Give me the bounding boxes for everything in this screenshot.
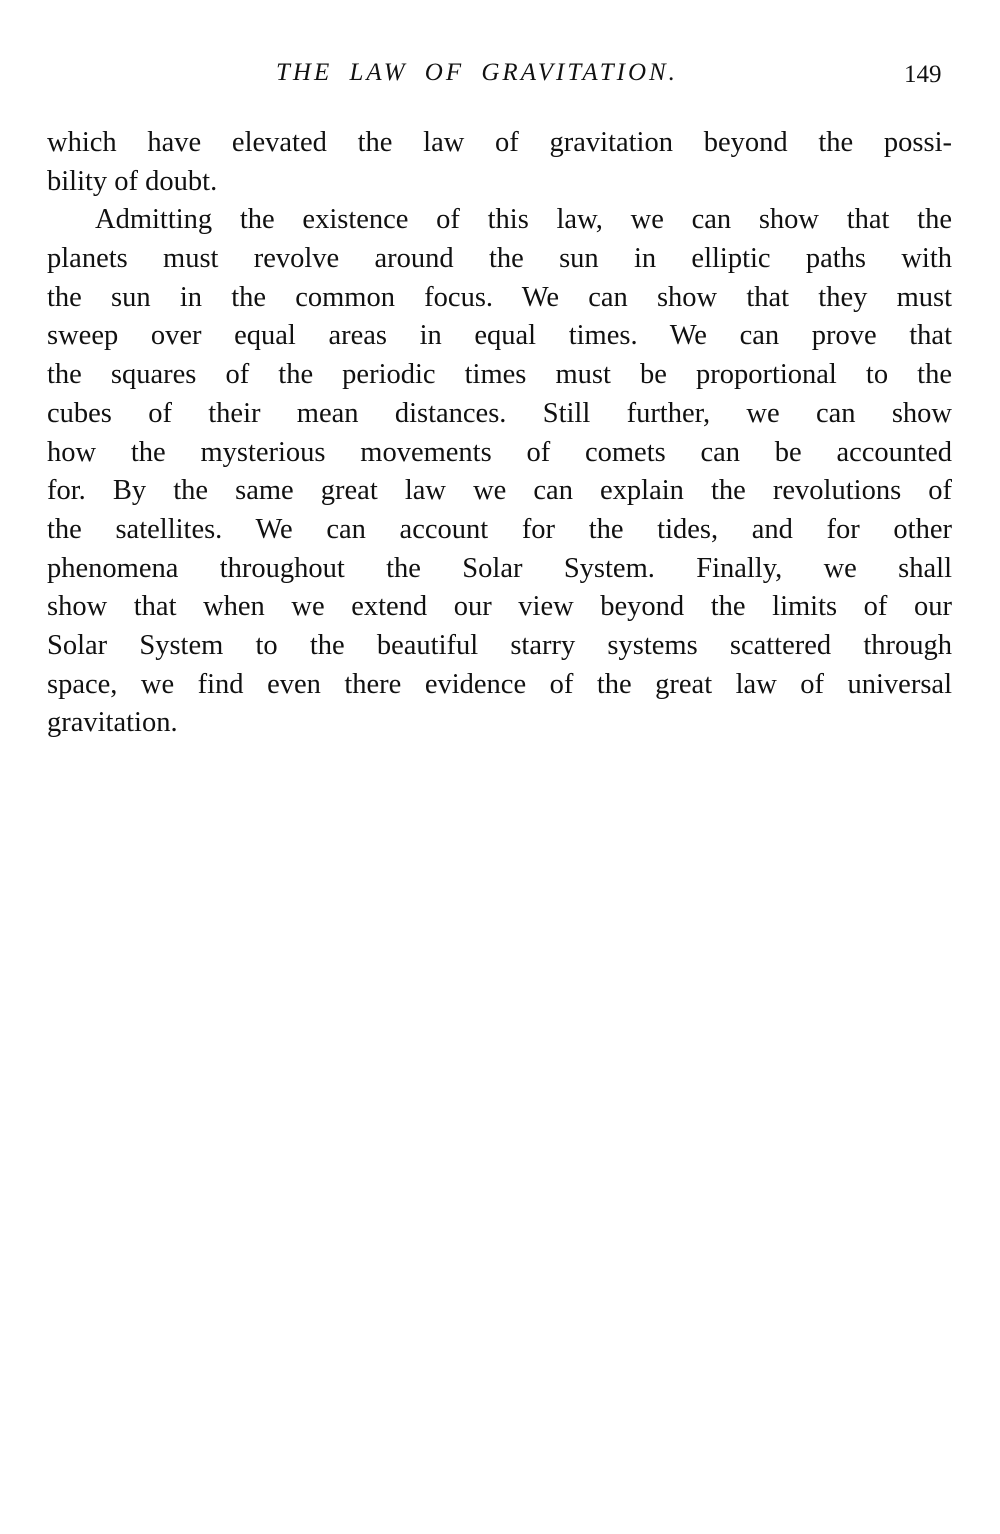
text-line: space, we find even there evidence of the great law of universal	[47, 668, 952, 700]
running-title: THE LAW OF GRAVITATION.	[276, 59, 678, 86]
running-head	[0, 56, 1000, 96]
page-number: 149	[904, 61, 942, 88]
paragraph-2	[47, 201, 952, 743]
text-line: gravitation.	[47, 707, 178, 739]
text-line: bility of doubt.	[47, 165, 218, 197]
text-line: phenomena throughout the Solar System. Finally, we shall	[47, 552, 952, 584]
text-line: the sun in the common focus. We can show that they must	[47, 281, 952, 313]
body-text	[47, 124, 952, 743]
text-line: the satellites. We can account for the tides, and for other	[47, 513, 952, 545]
text-line: sweep over equal areas in equal times. We can prove that	[47, 320, 952, 352]
text-line: how the mysterious movements of comets can be accounted	[47, 436, 952, 468]
text-line: planets must revolve around the sun in elliptic paths with	[47, 243, 952, 275]
text-line: for. By the same great law we can explain the revolutions of	[47, 475, 952, 507]
paragraph-1	[47, 124, 952, 201]
text-line: Admitting the existence of this law, we can show that the	[95, 204, 952, 236]
text-line: show that when we extend our view beyond the limits of our	[47, 591, 952, 623]
text-line: which have elevated the law of gravitation beyond the possi-	[47, 127, 952, 158]
text-line: cubes of their mean distances. Still further, we can show	[47, 397, 952, 429]
text-line: the squares of the periodic times must be proportional to the	[47, 359, 952, 391]
text-line: Solar System to the beautiful starry systems scattered through	[47, 629, 952, 661]
